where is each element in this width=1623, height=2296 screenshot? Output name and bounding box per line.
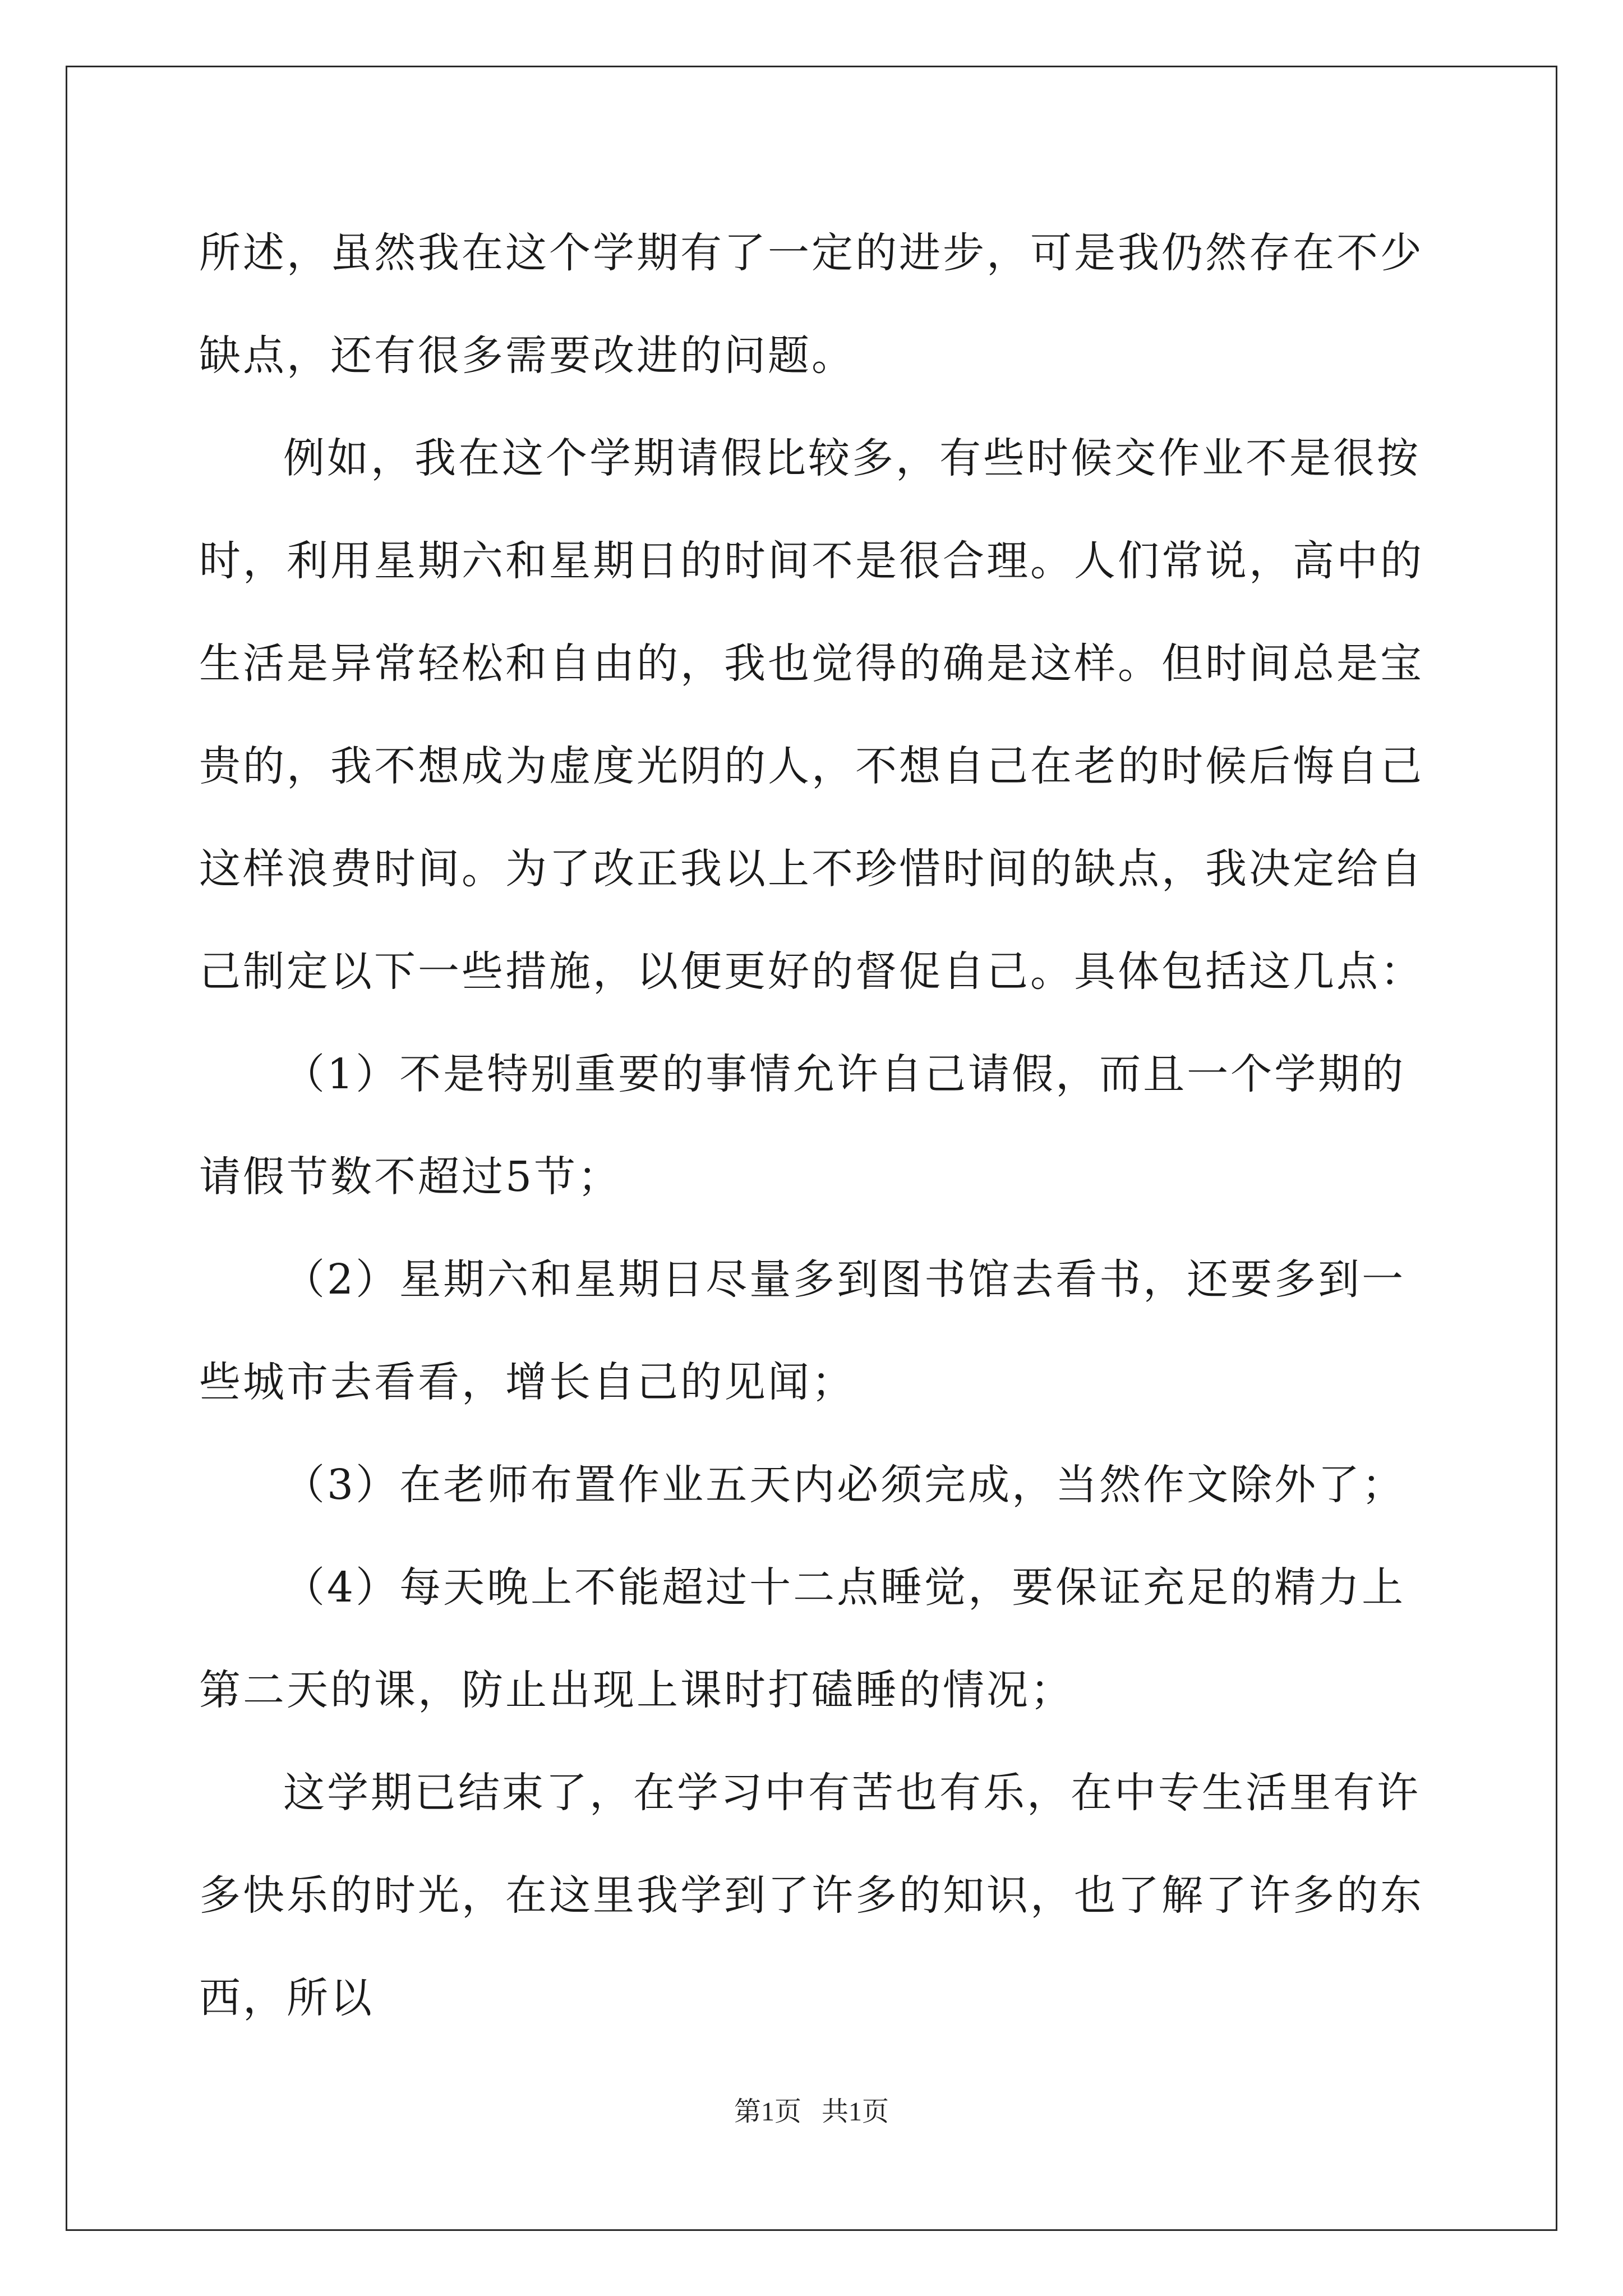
page-total: 共1页: [822, 2097, 889, 2127]
paragraph-2: 例如，我在这个学期请假比较多，有些时候交作业不是很按时，利用星期六和星期日的时间不是很合理。人们常说，高中的生活是异常轻松和自由的，我也觉得的确是这样。但时间总是宝贵的，我不想成为虚度光阴的人，不想自己在老的时候后悔自己这样浪费时间。为了改正我以上不珍惜时间的缺点，我决定给自己制定以下一些措施，以便更好的督促自己。具体包括这几点：: [199, 434, 1424, 996]
page-footer: [0, 2095, 1623, 2129]
document-body: [199, 202, 1433, 2050]
paragraph-5: （3）在老师布置作业五天内必须完成，当然作文除外了；: [283, 1461, 1406, 1509]
page-number: 第1页: [734, 2097, 801, 2127]
paragraph-7: 这学期已结束了，在学习中有苦也有乐，在中专生活里有许多快乐的时光，在这里我学到了许多的知识，也了解了许多的东西，所以: [199, 1769, 1424, 2022]
paragraph-3: （1）不是特别重要的事情允许自己请假，而且一个学期的请假节数不超过5节；: [199, 1050, 1406, 1201]
paragraph-6: （4）每天晚上不能超过十二点睡觉，要保证充足的精力上第二天的课，防止出现上课时打磕睡的情况；: [199, 1563, 1406, 1714]
paragraph-1: 所述，虽然我在这个学期有了一定的进步，可是我仍然存在不少缺点，还有很多需要改进的问题。: [199, 229, 1424, 380]
paragraph-4: （2）星期六和星期日尽量多到图书馆去看书，还要多到一些城市去看看，增长自己的见闻；: [199, 1255, 1406, 1406]
